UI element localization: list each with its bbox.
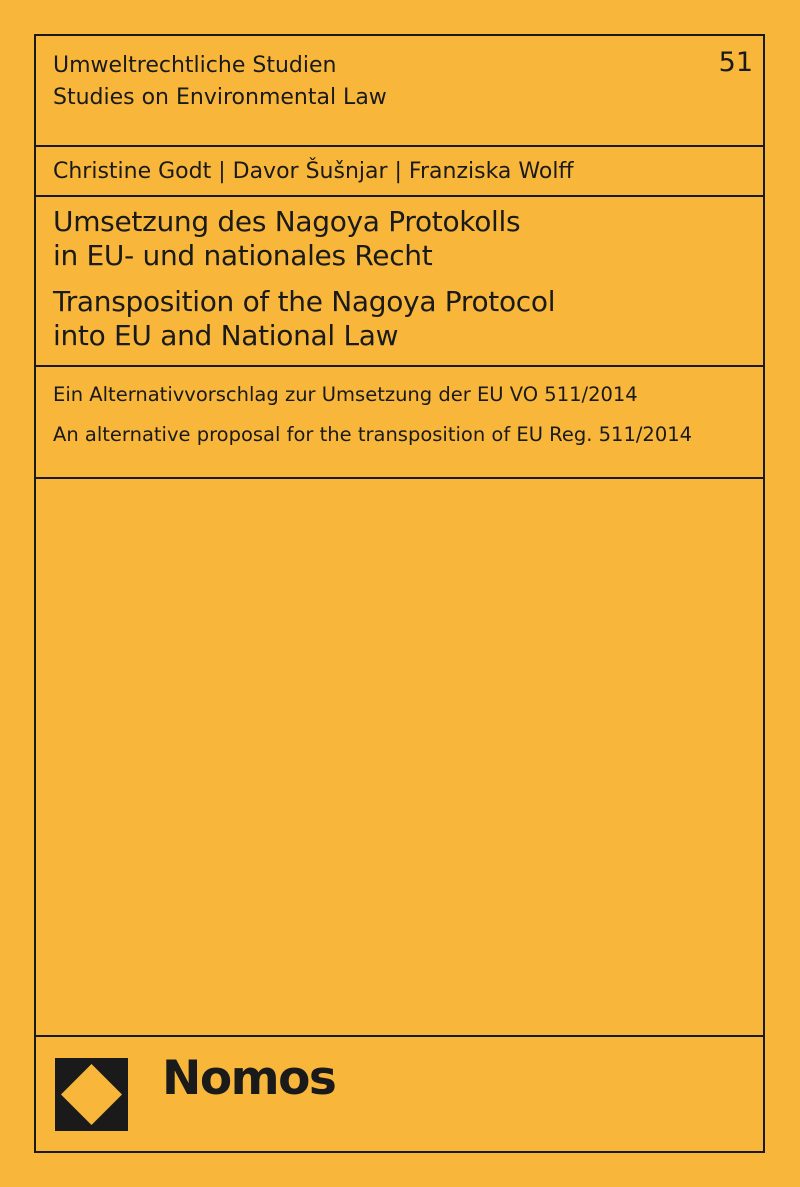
title-de-line-1: Umsetzung des Nagoya Protokolls bbox=[53, 205, 521, 238]
divider-series bbox=[34, 145, 765, 147]
subtitle-en: An alternative proposal for the transposition of EU Reg. 511/2014 bbox=[53, 423, 693, 446]
series-title-de: Umweltrechtliche Studien bbox=[53, 53, 337, 78]
nomos-diamond-logo-icon bbox=[55, 1058, 128, 1131]
divider-title bbox=[34, 365, 765, 367]
divider-authors bbox=[34, 195, 765, 197]
book-title bbox=[53, 205, 555, 353]
cover-frame bbox=[34, 34, 765, 1153]
title-en-line-2: into EU and National Law bbox=[53, 319, 399, 352]
title-en-line-1: Transposition of the Nagoya Protocol bbox=[53, 285, 556, 318]
title-de-line-2: in EU- und nationales Recht bbox=[53, 239, 433, 272]
series-title bbox=[53, 50, 387, 114]
authors: Christine Godt | Davor Šušnjar | Franziska Wolff bbox=[53, 159, 574, 184]
publisher-name: Nomos bbox=[162, 1051, 336, 1106]
volume-number: 51 bbox=[718, 47, 753, 78]
divider-publisher bbox=[34, 1035, 765, 1037]
divider-subtitle bbox=[34, 477, 765, 479]
series-title-en: Studies on Environmental Law bbox=[53, 85, 387, 110]
subtitle-de: Ein Alternativvorschlag zur Umsetzung der EU VO 511/2014 bbox=[53, 383, 638, 406]
book-subtitle bbox=[53, 380, 692, 450]
